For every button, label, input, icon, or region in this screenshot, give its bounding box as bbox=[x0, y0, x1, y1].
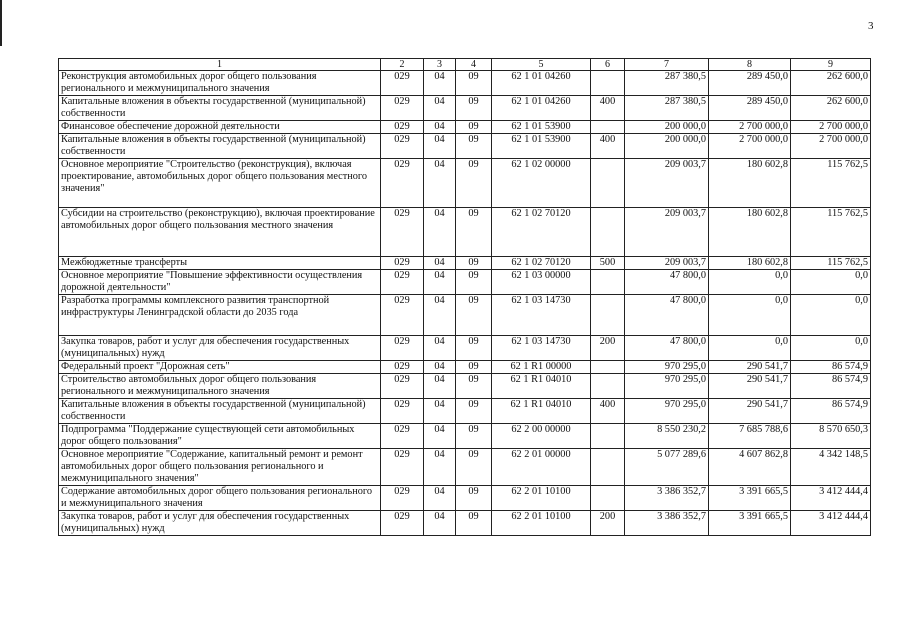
amount-year1-cell: 209 003,7 bbox=[625, 208, 709, 257]
amount-year2-cell: 2 700 000,0 bbox=[709, 134, 791, 159]
table-header-row bbox=[59, 59, 871, 71]
amount-year3-cell: 262 600,0 bbox=[791, 96, 871, 121]
row-name-cell: Основное мероприятие "Повышение эффективности осуществления дорожной деятельности" bbox=[59, 270, 381, 295]
amount-year1-cell: 47 800,0 bbox=[625, 336, 709, 361]
subsection-code-cell: 09 bbox=[456, 208, 492, 257]
expense-type-cell: 400 bbox=[591, 134, 625, 159]
amount-year2-cell: 2 700 000,0 bbox=[709, 121, 791, 134]
header-cell: 1 bbox=[59, 59, 381, 71]
amount-year3-cell: 262 600,0 bbox=[791, 71, 871, 96]
section-code-cell: 04 bbox=[424, 134, 456, 159]
target-article-cell: 62 2 01 10100 bbox=[492, 511, 591, 536]
amount-year1-cell: 47 800,0 bbox=[625, 270, 709, 295]
amount-year3-cell: 3 412 444,4 bbox=[791, 511, 871, 536]
expense-type-cell bbox=[591, 159, 625, 208]
subsection-code-cell: 09 bbox=[456, 121, 492, 134]
subsection-code-cell: 09 bbox=[456, 374, 492, 399]
expense-type-cell: 400 bbox=[591, 96, 625, 121]
amount-year1-cell: 209 003,7 bbox=[625, 159, 709, 208]
amount-year2-cell: 4 607 862,8 bbox=[709, 449, 791, 486]
table-row bbox=[59, 295, 871, 336]
section-code-cell: 04 bbox=[424, 511, 456, 536]
admin-code-cell: 029 bbox=[381, 208, 424, 257]
amount-year1-cell: 970 295,0 bbox=[625, 361, 709, 374]
amount-year1-cell: 287 380,5 bbox=[625, 71, 709, 96]
admin-code-cell: 029 bbox=[381, 295, 424, 336]
amount-year3-cell: 0,0 bbox=[791, 270, 871, 295]
subsection-code-cell: 09 bbox=[456, 257, 492, 270]
amount-year1-cell: 200 000,0 bbox=[625, 121, 709, 134]
subsection-code-cell: 09 bbox=[456, 424, 492, 449]
amount-year3-cell: 86 574,9 bbox=[791, 399, 871, 424]
admin-code-cell: 029 bbox=[381, 159, 424, 208]
table-row bbox=[59, 399, 871, 424]
amount-year3-cell: 115 762,5 bbox=[791, 159, 871, 208]
section-code-cell: 04 bbox=[424, 486, 456, 511]
page-number: 3 bbox=[868, 20, 874, 32]
subsection-code-cell: 09 bbox=[456, 159, 492, 208]
section-code-cell: 04 bbox=[424, 424, 456, 449]
target-article-cell: 62 2 01 00000 bbox=[492, 449, 591, 486]
amount-year2-cell: 3 391 665,5 bbox=[709, 486, 791, 511]
target-article-cell: 62 1 R1 04010 bbox=[492, 399, 591, 424]
amount-year3-cell: 4 342 148,5 bbox=[791, 449, 871, 486]
section-code-cell: 04 bbox=[424, 295, 456, 336]
admin-code-cell: 029 bbox=[381, 71, 424, 96]
row-name-cell: Подпрограмма "Поддержание существующей сети автомобильных дорог общего пользования" bbox=[59, 424, 381, 449]
table-row bbox=[59, 486, 871, 511]
target-article-cell: 62 1 R1 00000 bbox=[492, 361, 591, 374]
amount-year3-cell: 2 700 000,0 bbox=[791, 134, 871, 159]
subsection-code-cell: 09 bbox=[456, 134, 492, 159]
admin-code-cell: 029 bbox=[381, 511, 424, 536]
subsection-code-cell: 09 bbox=[456, 361, 492, 374]
row-name-cell: Капитальные вложения в объекты государственной (муниципальной) собственности bbox=[59, 399, 381, 424]
row-name-cell: Строительство автомобильных дорог общего пользования регионального и межмуниципального значения bbox=[59, 374, 381, 399]
left-margin-mark bbox=[0, 0, 2, 46]
row-name-cell: Финансовое обеспечение дорожной деятельности bbox=[59, 121, 381, 134]
amount-year1-cell: 970 295,0 bbox=[625, 399, 709, 424]
header-cell: 5 bbox=[492, 59, 591, 71]
table-body bbox=[59, 59, 871, 536]
admin-code-cell: 029 bbox=[381, 424, 424, 449]
amount-year2-cell: 290 541,7 bbox=[709, 361, 791, 374]
amount-year3-cell: 0,0 bbox=[791, 336, 871, 361]
amount-year1-cell: 200 000,0 bbox=[625, 134, 709, 159]
section-code-cell: 04 bbox=[424, 374, 456, 399]
expense-type-cell: 500 bbox=[591, 257, 625, 270]
section-code-cell: 04 bbox=[424, 270, 456, 295]
target-article-cell: 62 1 02 00000 bbox=[492, 159, 591, 208]
table-row bbox=[59, 270, 871, 295]
admin-code-cell: 029 bbox=[381, 486, 424, 511]
admin-code-cell: 029 bbox=[381, 257, 424, 270]
expense-type-cell bbox=[591, 270, 625, 295]
amount-year3-cell: 86 574,9 bbox=[791, 374, 871, 399]
amount-year1-cell: 47 800,0 bbox=[625, 295, 709, 336]
target-article-cell: 62 2 00 00000 bbox=[492, 424, 591, 449]
section-code-cell: 04 bbox=[424, 336, 456, 361]
target-article-cell: 62 1 01 04260 bbox=[492, 71, 591, 96]
header-cell: 7 bbox=[625, 59, 709, 71]
section-code-cell: 04 bbox=[424, 71, 456, 96]
expense-type-cell bbox=[591, 208, 625, 257]
target-article-cell: 62 1 R1 04010 bbox=[492, 374, 591, 399]
amount-year2-cell: 3 391 665,5 bbox=[709, 511, 791, 536]
row-name-cell: Основное мероприятие "Содержание, капитальный ремонт и ремонт автомобильных дорог общего пользования регионального и межмуниципального значения" bbox=[59, 449, 381, 486]
table-row bbox=[59, 96, 871, 121]
amount-year1-cell: 5 077 289,6 bbox=[625, 449, 709, 486]
target-article-cell: 62 1 03 14730 bbox=[492, 336, 591, 361]
header-cell: 4 bbox=[456, 59, 492, 71]
admin-code-cell: 029 bbox=[381, 270, 424, 295]
subsection-code-cell: 09 bbox=[456, 449, 492, 486]
table-row bbox=[59, 361, 871, 374]
row-name-cell: Межбюджетные трансферты bbox=[59, 257, 381, 270]
expense-type-cell: 400 bbox=[591, 399, 625, 424]
amount-year2-cell: 289 450,0 bbox=[709, 96, 791, 121]
target-article-cell: 62 1 01 53900 bbox=[492, 121, 591, 134]
target-article-cell: 62 2 01 10100 bbox=[492, 486, 591, 511]
subsection-code-cell: 09 bbox=[456, 270, 492, 295]
row-name-cell: Федеральный проект "Дорожная сеть" bbox=[59, 361, 381, 374]
amount-year2-cell: 289 450,0 bbox=[709, 71, 791, 96]
table-row bbox=[59, 121, 871, 134]
target-article-cell: 62 1 01 04260 bbox=[492, 96, 591, 121]
amount-year3-cell: 115 762,5 bbox=[791, 208, 871, 257]
target-article-cell: 62 1 01 53900 bbox=[492, 134, 591, 159]
admin-code-cell: 029 bbox=[381, 449, 424, 486]
subsection-code-cell: 09 bbox=[456, 399, 492, 424]
section-code-cell: 04 bbox=[424, 121, 456, 134]
row-name-cell: Закупка товаров, работ и услуг для обеспечения государственных (муниципальных) нужд bbox=[59, 336, 381, 361]
table-row bbox=[59, 336, 871, 361]
admin-code-cell: 029 bbox=[381, 361, 424, 374]
header-cell: 6 bbox=[591, 59, 625, 71]
amount-year1-cell: 8 550 230,2 bbox=[625, 424, 709, 449]
expense-type-cell bbox=[591, 424, 625, 449]
row-name-cell: Содержание автомобильных дорог общего пользования регионального и межмуниципального значения bbox=[59, 486, 381, 511]
row-name-cell: Разработка программы комплексного развития транспортной инфраструктуры Ленинградской области до 2035 года bbox=[59, 295, 381, 336]
table-row bbox=[59, 71, 871, 96]
table-row bbox=[59, 374, 871, 399]
section-code-cell: 04 bbox=[424, 449, 456, 486]
row-name-cell: Субсидии на строительство (реконструкцию), включая проектирование автомобильных дорог общего пользования местного значения bbox=[59, 208, 381, 257]
admin-code-cell: 029 bbox=[381, 399, 424, 424]
row-name-cell: Основное мероприятие "Строительство (реконструкция), включая проектирование, автомобильных дорог общего пользования местного значения" bbox=[59, 159, 381, 208]
amount-year3-cell: 2 700 000,0 bbox=[791, 121, 871, 134]
header-cell: 8 bbox=[709, 59, 791, 71]
amount-year2-cell: 7 685 788,6 bbox=[709, 424, 791, 449]
section-code-cell: 04 bbox=[424, 399, 456, 424]
admin-code-cell: 029 bbox=[381, 374, 424, 399]
expense-type-cell: 200 bbox=[591, 511, 625, 536]
table-row bbox=[59, 449, 871, 486]
amount-year1-cell: 287 380,5 bbox=[625, 96, 709, 121]
expense-type-cell bbox=[591, 121, 625, 134]
budget-table bbox=[58, 58, 871, 536]
section-code-cell: 04 bbox=[424, 361, 456, 374]
target-article-cell: 62 1 02 70120 bbox=[492, 208, 591, 257]
subsection-code-cell: 09 bbox=[456, 96, 492, 121]
amount-year2-cell: 290 541,7 bbox=[709, 374, 791, 399]
row-name-cell: Капитальные вложения в объекты государственной (муниципальной) собственности bbox=[59, 134, 381, 159]
admin-code-cell: 029 bbox=[381, 121, 424, 134]
amount-year2-cell: 0,0 bbox=[709, 270, 791, 295]
row-name-cell: Реконструкция автомобильных дорог общего пользования регионального и межмуниципального значения bbox=[59, 71, 381, 96]
table-row bbox=[59, 134, 871, 159]
section-code-cell: 04 bbox=[424, 159, 456, 208]
amount-year3-cell: 3 412 444,4 bbox=[791, 486, 871, 511]
table-row bbox=[59, 159, 871, 208]
amount-year1-cell: 3 386 352,7 bbox=[625, 486, 709, 511]
expense-type-cell bbox=[591, 449, 625, 486]
table-row bbox=[59, 424, 871, 449]
row-name-cell: Капитальные вложения в объекты государственной (муниципальной) собственности bbox=[59, 96, 381, 121]
amount-year3-cell: 0,0 bbox=[791, 295, 871, 336]
expense-type-cell bbox=[591, 71, 625, 96]
expense-type-cell bbox=[591, 295, 625, 336]
admin-code-cell: 029 bbox=[381, 96, 424, 121]
subsection-code-cell: 09 bbox=[456, 486, 492, 511]
subsection-code-cell: 09 bbox=[456, 71, 492, 96]
section-code-cell: 04 bbox=[424, 208, 456, 257]
expense-type-cell bbox=[591, 374, 625, 399]
amount-year3-cell: 86 574,9 bbox=[791, 361, 871, 374]
admin-code-cell: 029 bbox=[381, 134, 424, 159]
section-code-cell: 04 bbox=[424, 257, 456, 270]
amount-year1-cell: 209 003,7 bbox=[625, 257, 709, 270]
header-cell: 9 bbox=[791, 59, 871, 71]
subsection-code-cell: 09 bbox=[456, 511, 492, 536]
amount-year2-cell: 180 602,8 bbox=[709, 159, 791, 208]
subsection-code-cell: 09 bbox=[456, 336, 492, 361]
amount-year2-cell: 0,0 bbox=[709, 336, 791, 361]
header-cell: 3 bbox=[424, 59, 456, 71]
amount-year3-cell: 8 570 650,3 bbox=[791, 424, 871, 449]
expense-type-cell bbox=[591, 361, 625, 374]
admin-code-cell: 029 bbox=[381, 336, 424, 361]
amount-year1-cell: 970 295,0 bbox=[625, 374, 709, 399]
header-cell: 2 bbox=[381, 59, 424, 71]
amount-year2-cell: 290 541,7 bbox=[709, 399, 791, 424]
amount-year2-cell: 180 602,8 bbox=[709, 257, 791, 270]
expense-type-cell: 200 bbox=[591, 336, 625, 361]
amount-year2-cell: 180 602,8 bbox=[709, 208, 791, 257]
target-article-cell: 62 1 03 14730 bbox=[492, 295, 591, 336]
section-code-cell: 04 bbox=[424, 96, 456, 121]
amount-year2-cell: 0,0 bbox=[709, 295, 791, 336]
amount-year3-cell: 115 762,5 bbox=[791, 257, 871, 270]
row-name-cell: Закупка товаров, работ и услуг для обеспечения государственных (муниципальных) нужд bbox=[59, 511, 381, 536]
table-row bbox=[59, 208, 871, 257]
amount-year1-cell: 3 386 352,7 bbox=[625, 511, 709, 536]
table-row bbox=[59, 511, 871, 536]
subsection-code-cell: 09 bbox=[456, 295, 492, 336]
table-row bbox=[59, 257, 871, 270]
target-article-cell: 62 1 03 00000 bbox=[492, 270, 591, 295]
expense-type-cell bbox=[591, 486, 625, 511]
target-article-cell: 62 1 02 70120 bbox=[492, 257, 591, 270]
